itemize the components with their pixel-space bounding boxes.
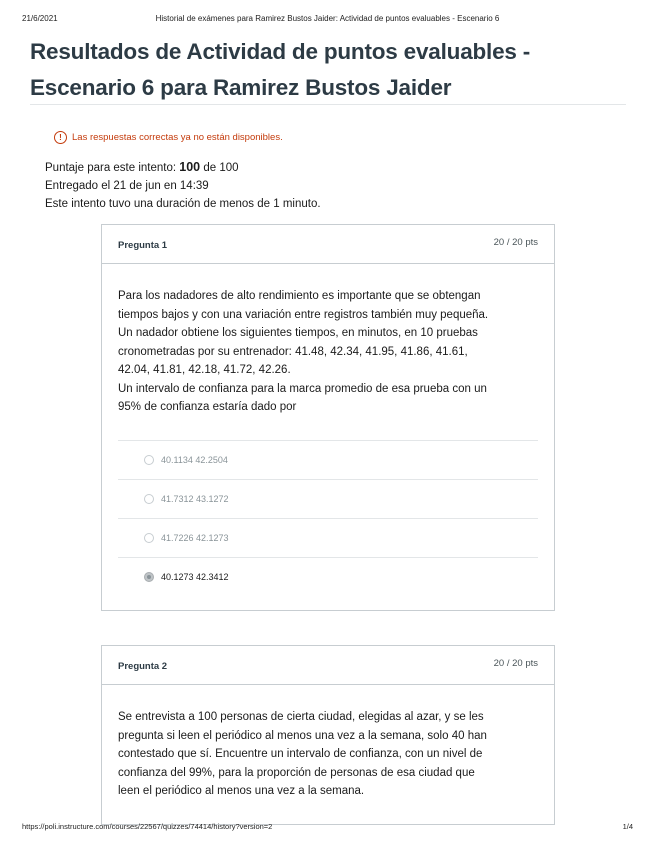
- answer-option[interactable]: [118, 440, 538, 479]
- radio-button-selected[interactable]: [144, 572, 154, 582]
- print-date: 21/6/2021: [22, 14, 58, 23]
- question-text-line: leen el periódico al menos una vez a la semana.: [118, 785, 365, 797]
- question-text-line: 95% de confianza estaría dado por: [118, 401, 297, 413]
- submitted-line: Entregado el 21 de jun en 14:39: [45, 180, 209, 192]
- score-label: Puntaje para este intento:: [45, 162, 177, 174]
- answer-list: [118, 440, 538, 596]
- question-card: [101, 224, 555, 611]
- print-header: [22, 14, 633, 26]
- question-header: [102, 225, 554, 264]
- print-doc-title: Historial de exámenes para Ramirez Bustos Jaider: Actividad de puntos evaluables - Escenario 6: [155, 14, 500, 23]
- question-text: [118, 287, 538, 417]
- answer-option[interactable]: [118, 518, 538, 557]
- notice-text: Las respuestas correctas ya no están disponibles.: [72, 132, 283, 143]
- question-points: 20 / 20 pts: [493, 658, 538, 669]
- print-url: https://poli.instructure.com/courses/22567/quizzes/74414/history?version=2: [22, 822, 273, 831]
- radio-button[interactable]: [144, 494, 154, 504]
- question-name: Pregunta 1: [118, 240, 168, 251]
- answer-label: 41.7226 42.1273: [161, 533, 229, 543]
- score-total: de 100: [203, 162, 239, 174]
- score-line: [45, 158, 321, 177]
- duration-line: Este intento tuvo una duración de menos de 1 minuto.: [45, 198, 321, 210]
- answer-label: 41.7312 43.1272: [161, 494, 229, 504]
- question-text-line: Un nadador obtiene los siguientes tiempos, en minutos, en 10 pruebas: [118, 327, 478, 339]
- question-name: Pregunta 2: [118, 661, 168, 672]
- radio-button[interactable]: [144, 455, 154, 465]
- answer-label: 40.1273 42.3412: [161, 572, 229, 582]
- warning-circle-icon: !: [54, 131, 67, 144]
- question-card: [101, 645, 555, 825]
- question-text-line: Para los nadadores de alto rendimiento es importante que se obtengan: [118, 290, 481, 302]
- question-points: 20 / 20 pts: [493, 237, 538, 248]
- answers-unavailable-notice: [54, 131, 283, 144]
- question-text-line: cronometradas por su entrenador: 41.48, 42.34, 41.95, 41.86, 41.61,: [118, 345, 468, 358]
- attempt-summary: [45, 158, 321, 213]
- question-header: [102, 646, 554, 685]
- answer-label: 40.1134 42.2504: [161, 455, 228, 465]
- radio-button[interactable]: [144, 533, 154, 543]
- page-number: 1/4: [622, 822, 633, 831]
- question-text-line: tiempos bajos y con una variación entre registros también muy pequeña.: [118, 308, 489, 321]
- question-text-line: confianza del 99%, para la proporción de personas de esa ciudad que: [118, 766, 475, 779]
- question-text: [118, 708, 538, 801]
- page-title: Resultados de Actividad de puntos evaluables - Escenario 6 para Ramirez Bustos Jaider: [30, 39, 531, 100]
- question-text-line: contestado que sí. Encuentre un intervalo de confianza, con un nivel de: [118, 748, 483, 760]
- question-text-line: pregunta si leen el periódico al menos una vez a la semana, solo 40 han: [118, 729, 487, 742]
- answer-option[interactable]: [118, 479, 538, 518]
- question-text-line: 42.04, 41.81, 42.18, 41.72, 42.26.: [118, 364, 291, 376]
- question-text-line: Un intervalo de confianza para la marca promedio de esa prueba con un: [118, 382, 487, 395]
- question-text-line: Se entrevista a 100 personas de cierta ciudad, elegidas al azar, y se les: [118, 711, 484, 723]
- title-divider: [30, 104, 626, 105]
- score-value: 100: [179, 160, 201, 174]
- answer-option-selected[interactable]: [118, 557, 538, 596]
